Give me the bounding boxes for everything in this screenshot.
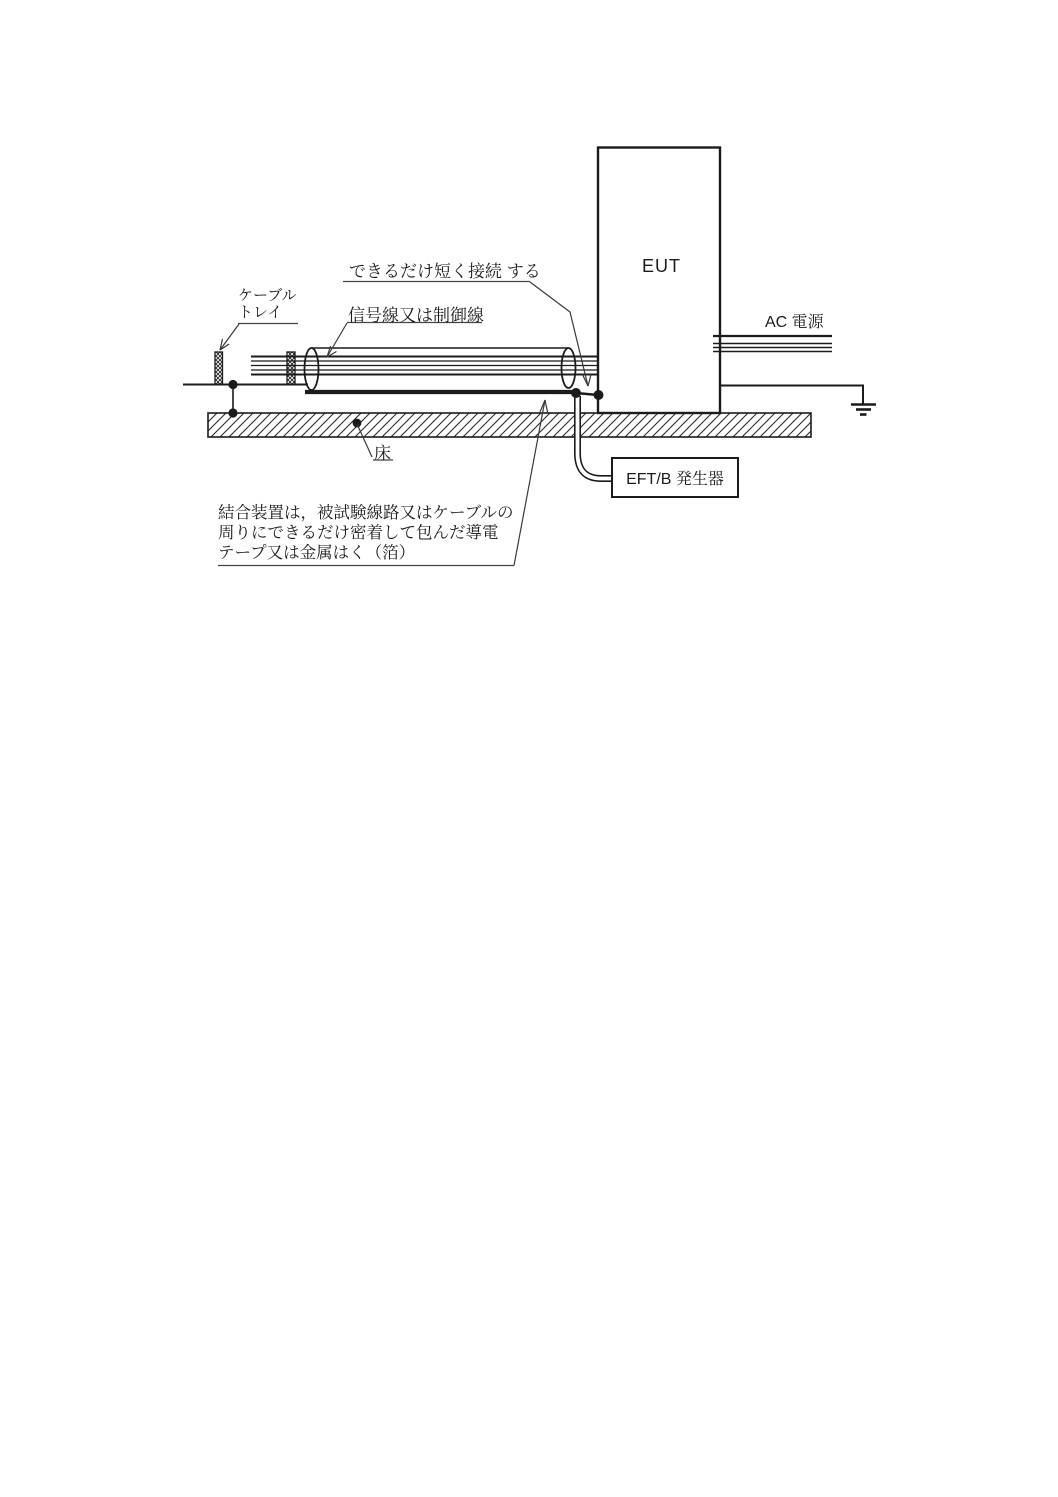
cable-tray-label-line2: トレイ (238, 304, 283, 321)
junction-dot (228, 408, 237, 417)
signal-line-leader (327, 323, 347, 357)
junction-dot (594, 390, 604, 400)
coupling-note (218, 503, 514, 563)
coupling-note-line2: 周りにできるだけ密着して包んだ導電 (218, 524, 499, 542)
junction-dot (571, 388, 581, 398)
eut-label: EUT (642, 256, 681, 276)
eftb-generator-label: EFT/B 発生器 (626, 471, 724, 488)
eut-earth-wire (720, 386, 863, 405)
coupling-clamp-cylinder (305, 348, 576, 390)
cable-tray-post-left (215, 352, 223, 385)
ac-power-lines (713, 336, 832, 352)
ac-power-label: AC 電源 (765, 314, 824, 331)
wire-bundle (251, 357, 598, 375)
cable-tray-label (238, 287, 297, 321)
cable-tray-leader (220, 324, 239, 350)
junction-dot (353, 419, 362, 428)
floor-slab (208, 413, 811, 437)
floor-label: 床 (374, 444, 391, 463)
coupling-note-line3: テープ又は金属はく（箔） (218, 544, 416, 562)
eut-box (598, 148, 720, 414)
cable-tray-label-line1: ケーブル (238, 287, 297, 304)
signal-line-label: 信号線又は制御線 (348, 306, 484, 325)
connect-short-label: できるだけ短く接続 する (349, 262, 541, 281)
ground-symbol (851, 405, 876, 415)
coupling-note-line1: 結合装置は，被試験線路又はケーブルの (218, 504, 514, 522)
junction-dot (228, 380, 237, 389)
